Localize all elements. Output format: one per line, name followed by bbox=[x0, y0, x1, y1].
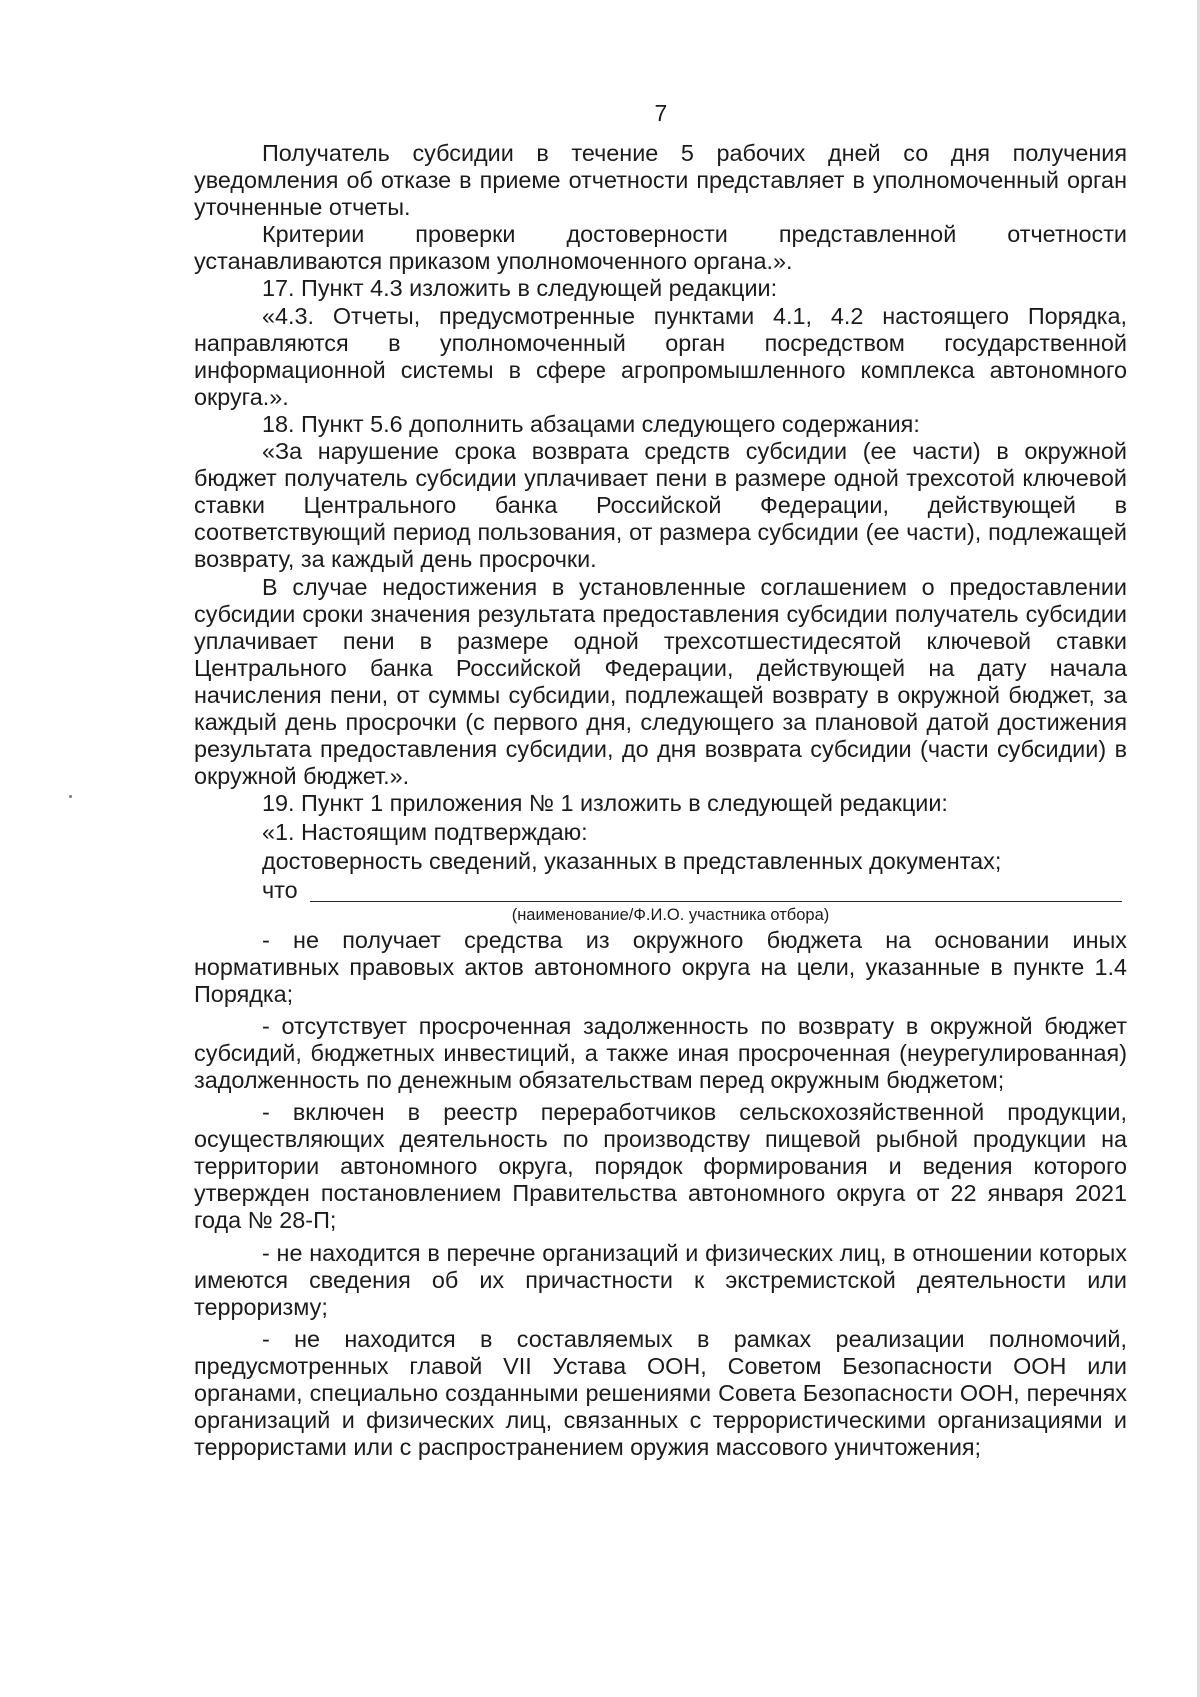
participant-field-prefix: что bbox=[262, 876, 298, 903]
paragraph-clause-4-3: «4.3. Отчеты, предусмотренные пунктами 4.1, 4.2 настоящего Порядка, направляются в уполномоченный орган посредством государственной информационной системы в сфере агропромышленного комплекса автономного округа.». bbox=[194, 302, 1127, 410]
page-number: 7 bbox=[654, 100, 668, 126]
paragraph-penalty-result: В случае недостижения в установленные соглашением о предоставлении субсидии сроки значения результата предоставления субсидии получатель субсидии уплачивает пени в размере одной трехсотшестидесятой ключевой ставки Центрального банка Российской Федерации, действующей на дату начала начисления пени, от суммы субсидии, подлежащей возврату в окружной бюджет, за каждый день просрочки (с первого дня, следующего за плановой датой достижения результата предоставления субсидии, до дня возврата субсидии (части субсидии) в окружной бюджет.». bbox=[194, 573, 1127, 790]
paragraph-confirmation-intro: «1. Настоящим подтверждаю: bbox=[262, 819, 588, 846]
participant-name-field bbox=[194, 877, 1127, 904]
condition-no-other-funding: - не получает средства из окружного бюджета на основании иных нормативных правовых актов автономного округа на цели, указанные в пункте 1.4 Порядка; bbox=[194, 926, 1127, 1007]
paragraph-item-18: 18. Пункт 5.6 дополнить абзацами следующего содержания: bbox=[262, 410, 920, 437]
paragraph-data-reliability: достоверность сведений, указанных в представленных документах; bbox=[262, 848, 1002, 875]
condition-processor-registry: - включен в реестр переработчиков сельскохозяйственной продукции, осуществляющих деятельность по производству пищевой рыбной продукции на территории автономного округа, порядок формирования и ведения которого утвержден постановлением Правительства автономного округа от 22 января 2021 года № 28-П; bbox=[194, 1099, 1127, 1234]
paragraph-verification-criteria: Критерии проверки достоверности представленной отчетности устанавливаются приказом уполномоченного органа.». bbox=[194, 221, 1127, 275]
paragraph-report-resubmission: Получатель субсидии в течение 5 рабочих дней со дня получения уведомления об отказе в приеме отчетности представляет в уполномоченный орган уточненные отчеты. bbox=[194, 140, 1127, 221]
participant-field-caption: (наименование/Ф.И.О. участника отбора) bbox=[511, 905, 830, 924]
condition-not-un-sanctions-list: - не находится в составляемых в рамках реализации полномочий, предусмотренных главой VII Устава ООН, Советом Безопасности ООН или органами, специально созданными решениями Совета Безопасности ООН, перечнях организаций и физических лиц, связанных с террористическими организациями и террористами или с распространением оружия массового уничтожения; bbox=[194, 1325, 1127, 1461]
scan-speck bbox=[69, 795, 72, 798]
condition-no-overdue-debt: - отсутствует просроченная задолженность по возврату в окружной бюджет субсидий, бюджетных инвестиций, а также иная просроченная (неурегулированная) задолженность по денежным обязательствам перед окружным бюджетом; bbox=[194, 1012, 1127, 1093]
paragraph-penalty-return: «За нарушение срока возврата средств субсидии (ее части) в окружной бюджет получатель субсидии уплачивает пени в размере одной трехсотой ключевой ставки Центрального банка Российской Федерации, действующей в соответствующий период пользования, от размера субсидии (ее части), подлежащей возврату, за каждый день просрочки. bbox=[194, 438, 1127, 573]
participant-name-blank-line bbox=[310, 901, 1122, 902]
document-body bbox=[194, 140, 1127, 1461]
paragraph-item-17: 17. Пункт 4.3 изложить в следующей редакции: bbox=[262, 275, 778, 302]
paragraph-item-19: 19. Пункт 1 приложения № 1 изложить в следующей редакции: bbox=[262, 790, 948, 817]
condition-not-extremist-list: - не находится в перечне организаций и физических лиц, в отношении которых имеются сведения об их причастности к экстремистской деятельности или терроризму; bbox=[194, 1239, 1127, 1320]
